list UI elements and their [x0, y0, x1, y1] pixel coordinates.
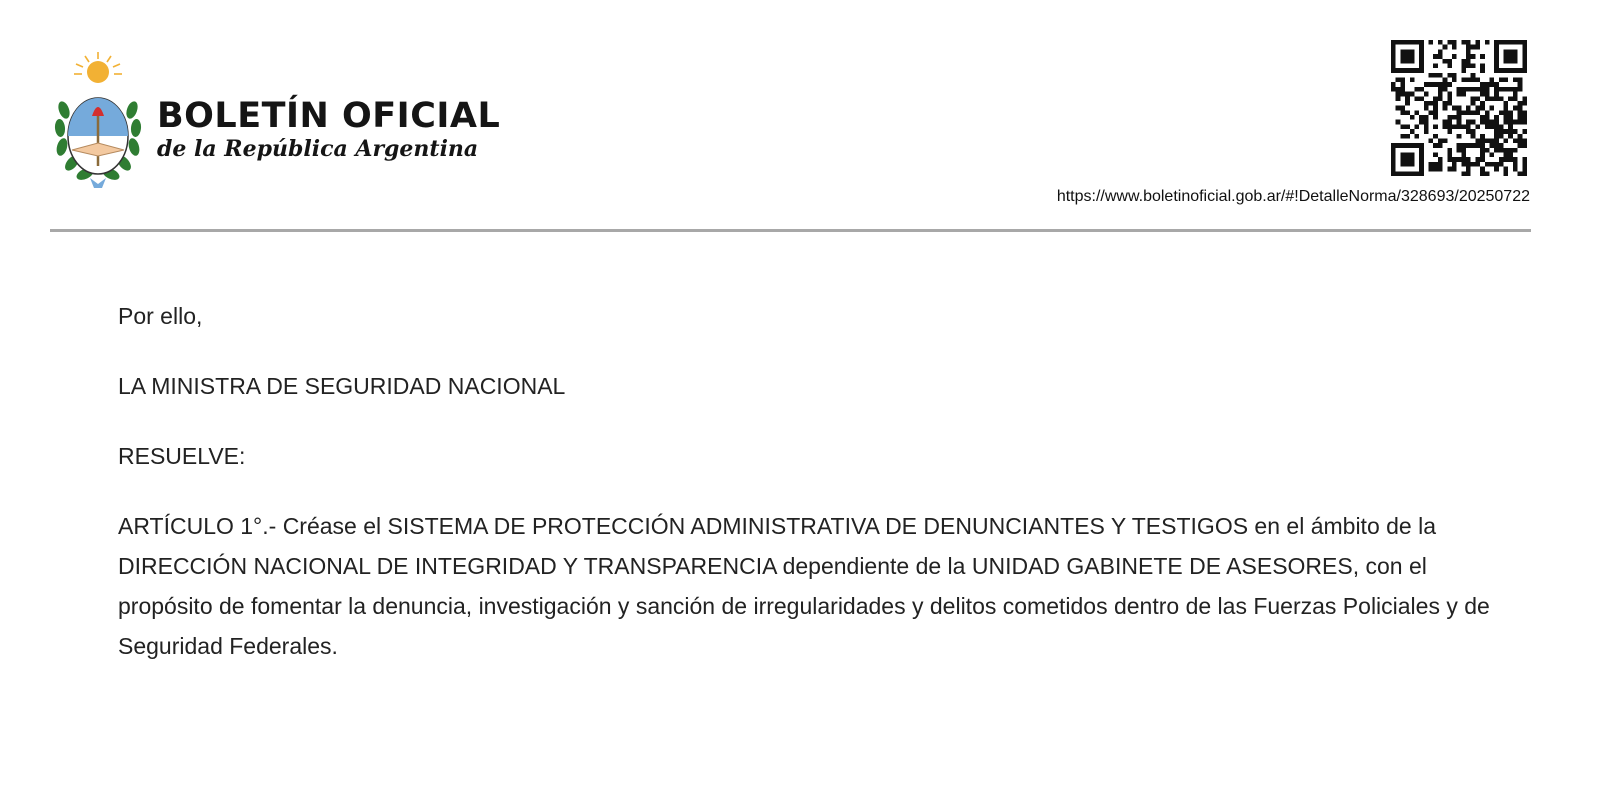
paragraph-intro: Por ello, [118, 303, 203, 329]
brand-block [157, 96, 500, 164]
document-url[interactable]: https://www.boletinoficial.gob.ar/#!DetalleNorma/328693/20250722 [1056, 188, 1530, 205]
document-body [118, 296, 1518, 696]
argentina-coat-of-arms-icon [52, 50, 144, 190]
header-divider [50, 229, 1531, 232]
document-header [0, 0, 1613, 235]
paragraph-resolve: RESUELVE: [118, 443, 246, 469]
article-1: ARTÍCULO 1°.- Créase el SISTEMA DE PROTECCIÓN ADMINISTRATIVA DE DENUNCIANTES Y TESTIGOS en el ámbito de la DIRECCIÓN NACIONAL DE INTEGRIDAD Y TRANSPARENCIA dependiente de la UNIDAD GABINETE DE ASESORES, con el propósito de fomentar la denuncia, investigación y sanción de irregularidades y delitos cometidos dentro de las Fuerzas Policiales y de Seguridad Federales. [118, 513, 1490, 659]
brand-subtitle: de la República Argentina [157, 136, 479, 162]
sun-icon [74, 52, 122, 83]
brand-title: BOLETÍN OFICIAL [157, 96, 501, 136]
qr-code-icon [1391, 40, 1527, 176]
paragraph-authority: LA MINISTRA DE SEGURIDAD NACIONAL [118, 373, 566, 399]
